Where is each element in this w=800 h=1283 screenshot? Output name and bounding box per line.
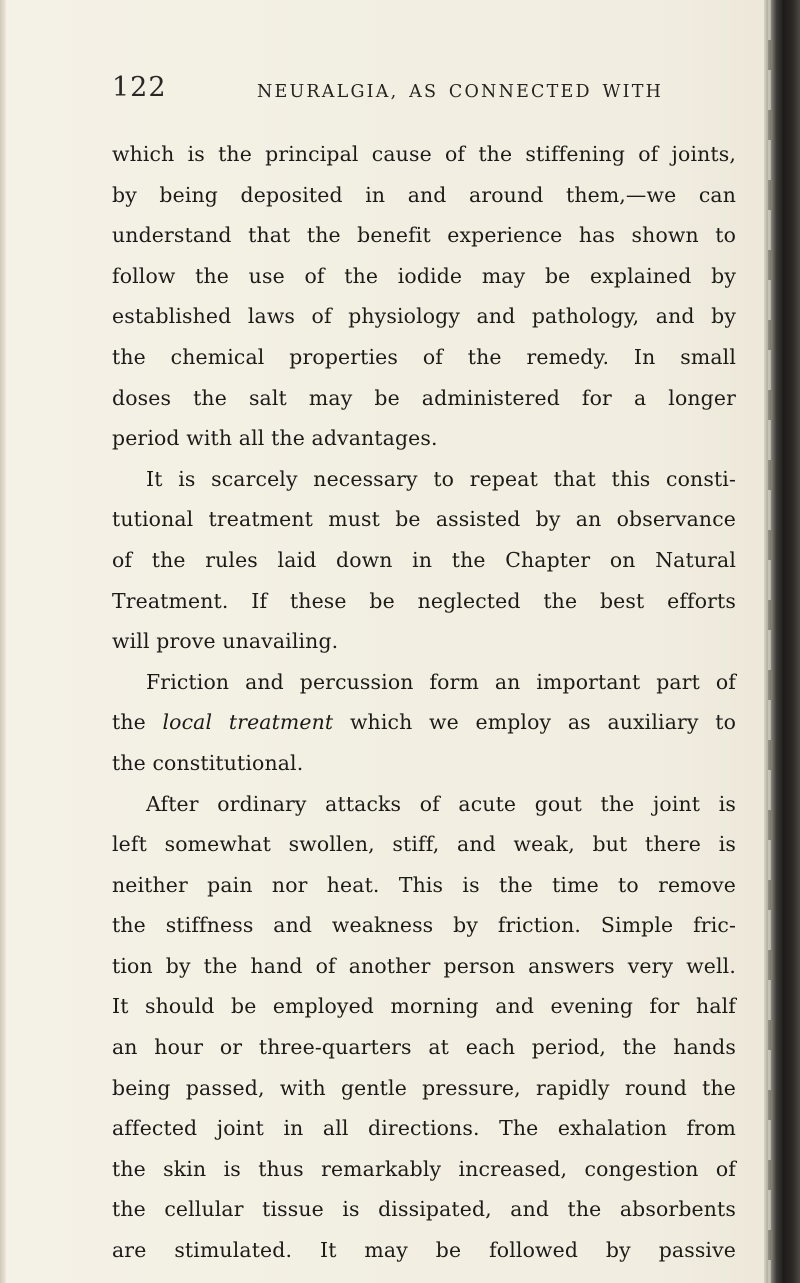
page-header xyxy=(112,72,732,116)
text-line: understand that the benefit experience has shown to xyxy=(112,223,736,248)
text-line: the chemical properties of the remedy. In small xyxy=(112,344,736,369)
text-line: being passed, with gentle pressure, rapidly round the xyxy=(112,1075,736,1100)
text-line: period with all the advantages. xyxy=(112,426,438,451)
paragraph-start-line: It is scarcely necessary to repeat that this consti- xyxy=(146,466,736,491)
text-line: the skin is thus remarkably increased, congestion of xyxy=(112,1156,736,1181)
page-number: 122 xyxy=(112,72,167,103)
text-line: by being deposited in and around them,—we can xyxy=(112,182,736,207)
text-line: will prove unavailing. xyxy=(112,629,339,654)
text-line: tion by the hand of another person answers very well. xyxy=(112,953,736,978)
text-line: It should be employed morning and evening for half xyxy=(112,994,736,1019)
line-text-after: which we employ as auxiliary to xyxy=(333,710,737,735)
page-left-edge xyxy=(0,0,6,1283)
text-line: follow the use of the iodide may be explained by xyxy=(112,263,736,288)
book-spine-edge xyxy=(764,0,800,1283)
text-line-with-italic xyxy=(112,702,736,743)
text-line: neither pain nor heat. This is the time to remove xyxy=(112,872,736,897)
text-line: are stimulated. It may be followed by passive xyxy=(112,1238,736,1263)
running-head: NEURALGIA, AS CONNECTED WITH xyxy=(257,82,664,102)
text-line: tutional treatment must be assisted by an observance xyxy=(112,507,736,532)
line-text-before: the xyxy=(112,710,163,735)
paragraph-start-line: Friction and percussion form an important part of xyxy=(146,669,736,694)
text-line: an hour or three-quarters at each period, the hands xyxy=(112,1035,736,1060)
italic-phrase: local treatment xyxy=(162,710,334,735)
text-line: the stiffness and weakness by friction. Simple fric- xyxy=(112,913,736,938)
text-line: Treatment. If these be neglected the best efforts xyxy=(112,588,736,613)
text-line: the cellular tissue is dissipated, and the absorbents xyxy=(112,1197,736,1222)
text-line: the constitutional. xyxy=(112,750,304,775)
text-line: affected joint in all directions. The exhalation from xyxy=(112,1116,736,1141)
paragraph-start-line: After ordinary attacks of acute gout the joint is xyxy=(146,791,736,816)
text-line: doses the salt may be administered for a longer xyxy=(112,385,736,410)
text-line: established laws of physiology and pathology, and by xyxy=(112,304,736,329)
text-line: of the rules laid down in the Chapter on Natural xyxy=(112,547,736,572)
text-line: which is the principal cause of the stiffening of joints, xyxy=(112,142,736,166)
body-text xyxy=(112,134,736,1271)
text-line: left somewhat swollen, stiff, and weak, but there is xyxy=(112,832,736,857)
